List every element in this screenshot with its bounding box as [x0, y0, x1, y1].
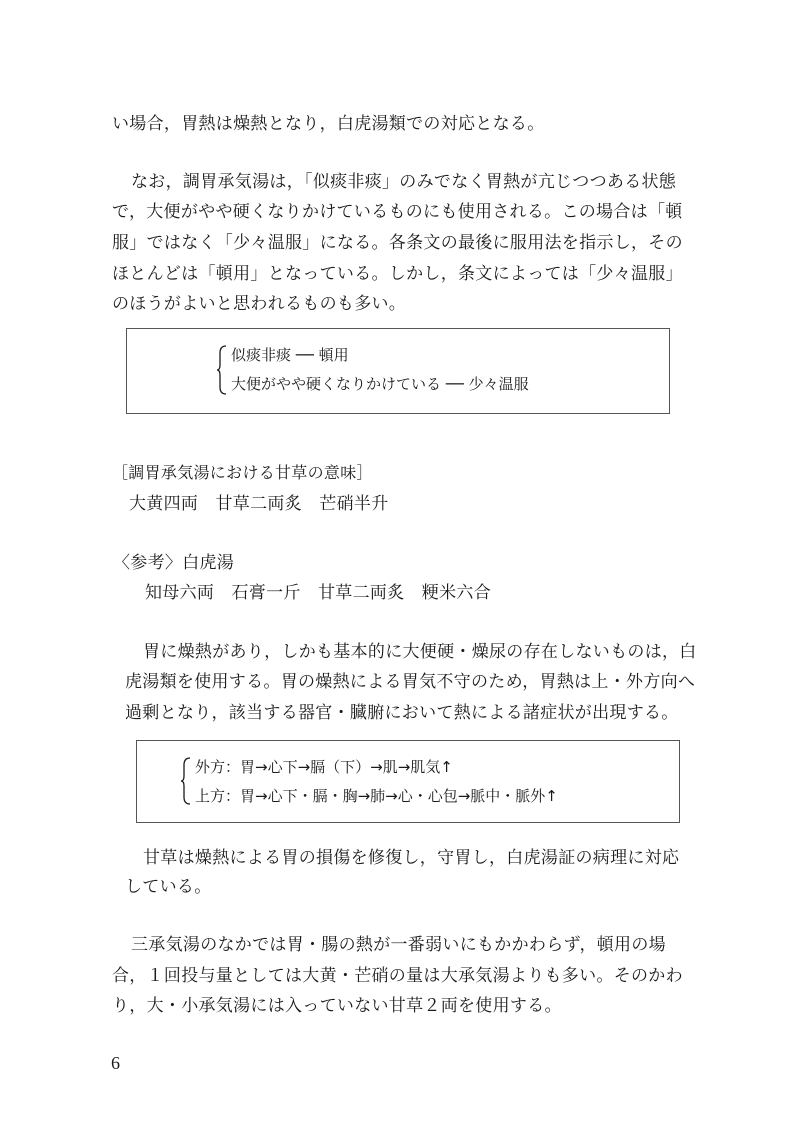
text-line: 虎湯類を使用する。胃の燥熱による胃気不守のため，胃熱は上・外方向へ — [125, 672, 696, 692]
text-line: 胃に燥熱があり，しかも基本的に大便硬・燥尿の存在しないものは，白 — [143, 642, 697, 662]
box-line: 大便がやや硬くなりかけている ── 少々温服 — [231, 375, 529, 393]
text-line: で，大便がやや硬くなりかけているものにも使用される。この場合は「頓 — [112, 202, 683, 222]
text-line: している。 — [125, 877, 212, 897]
brace-icon — [217, 345, 227, 395]
brace-icon — [181, 757, 191, 805]
box-line: 似痰非痰 ── 頓用 — [231, 346, 349, 364]
text-line: 甘草は燥熱による胃の損傷を修復し，守胃し，白虎湯証の病理に対応 — [143, 848, 680, 868]
box-line: 外方：胃→心下→膈（下）→肌→肌気↑ — [195, 758, 453, 776]
text-line: い場合，胃熱は燥熱となり，白虎湯類での対応となる。 — [112, 114, 545, 134]
section-heading: ［調胃承気湯における甘草の意味］ — [112, 463, 373, 482]
summary-box — [126, 328, 670, 414]
page-number: 6 — [111, 1053, 120, 1073]
text-line: 服」ではなく「少々温服」になる。各条文の最後に服用法を指示し，その — [112, 233, 683, 253]
text-line: のほうがよいと思われるものも多い。 — [112, 294, 407, 314]
text-line: なお，調胃承気湯は，「似痰非痰」のみでなく胃熱が亢じつつある状態 — [131, 172, 677, 192]
text-line: ほとんどは「頓用」となっている。しかし，条文によっては「少々温服」 — [112, 264, 683, 284]
pathway-box — [136, 740, 680, 823]
text-line: 三承気湯のなかでは胃・腸の熱が一番弱いにもかかわらず，頓用の場 — [131, 935, 666, 955]
formula-line: 大黄四両 甘草二両炙 芒硝半升 — [129, 494, 389, 514]
text-line: 合，１回投与量としては大黄・芒硝の量は大承気湯よりも多い。そのかわ — [112, 966, 683, 986]
box-line: 上方：胃→心下・膈・胸→肺→心・心包→脈中・脈外↑ — [195, 787, 558, 805]
reference-label: 〈参考〉白虎湯 — [113, 553, 235, 573]
text-line: り，大・小承気湯には入っていない甘草２両を使用する。 — [112, 996, 562, 1016]
formula-line: 知母六両 石膏一斤 甘草二両炙 粳米六合 — [145, 583, 491, 603]
text-line: 過剰となり，該当する器官・臓腑において熱による諸症状が出現する。 — [125, 703, 679, 723]
